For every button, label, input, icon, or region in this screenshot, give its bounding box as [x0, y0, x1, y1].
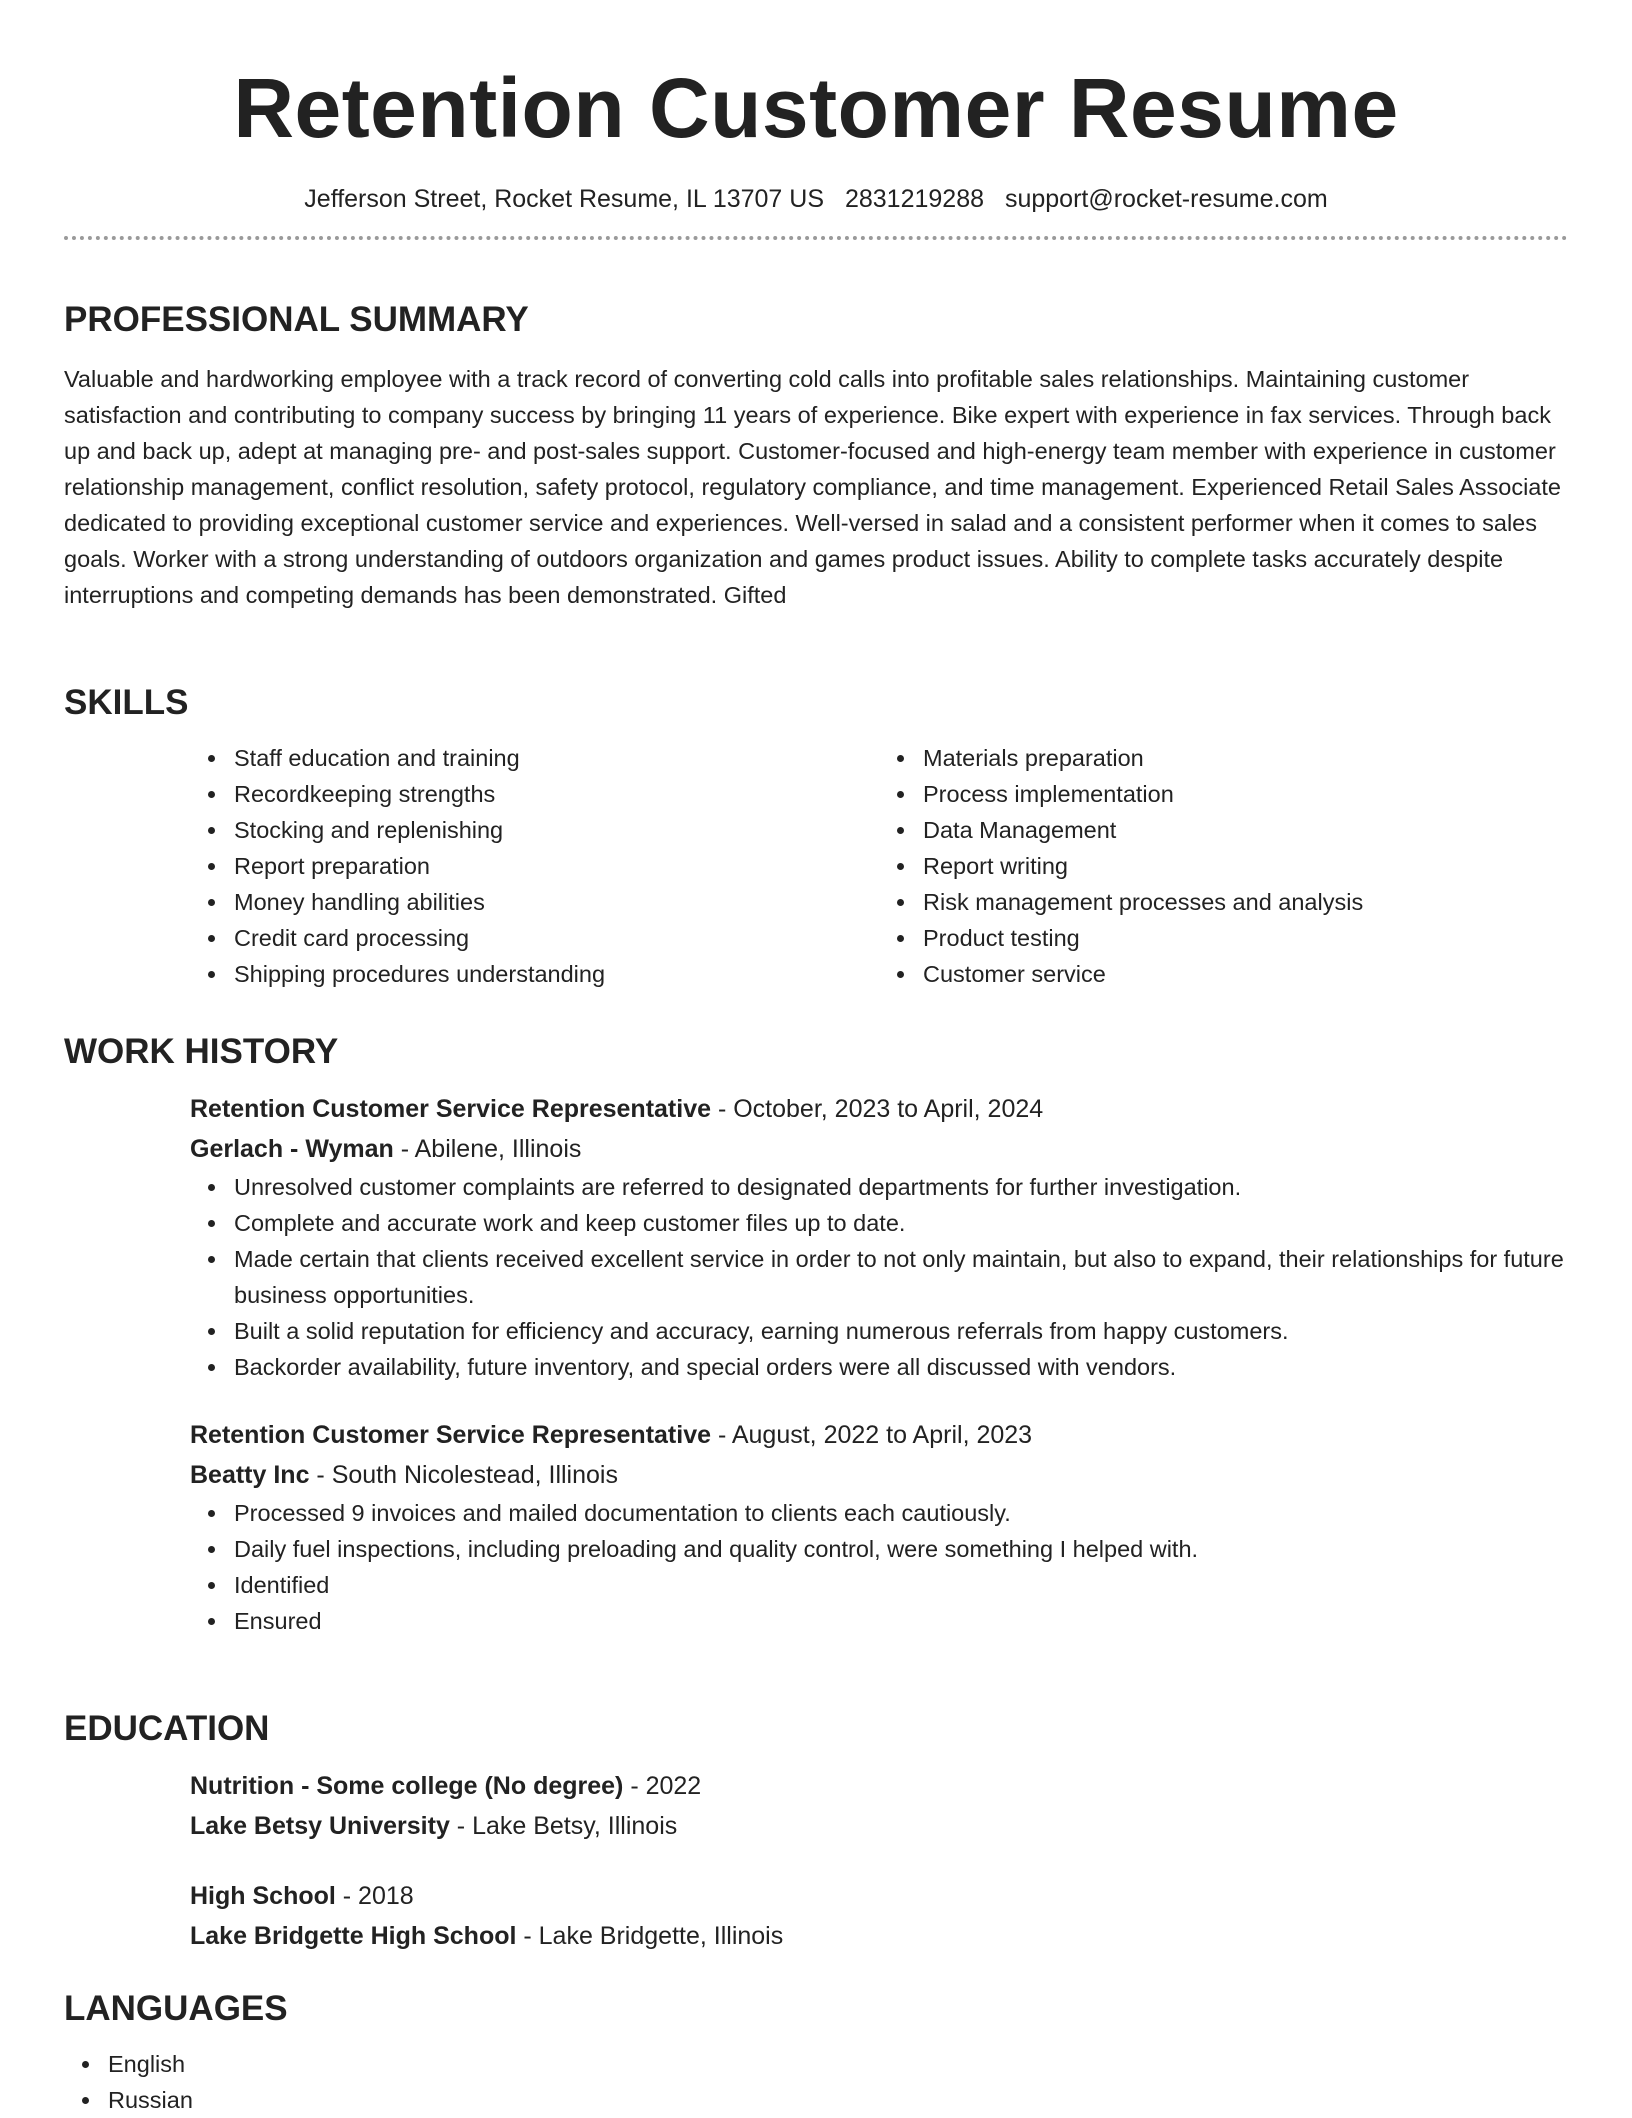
address: Jefferson Street, Rocket Resume, IL 13707 US: [304, 184, 825, 213]
job-location: - South Nicolestead, Illinois: [309, 1461, 618, 1489]
job-bullet: Identified: [234, 1567, 1568, 1603]
skill-item: Data Management: [923, 812, 1568, 848]
skill-item: Report writing: [923, 848, 1568, 884]
job-title: Retention Customer Service Representative: [190, 1095, 712, 1123]
degree-line: [190, 1876, 1568, 1916]
school-name: Lake Betsy University: [190, 1812, 450, 1840]
job-bullet: Built a solid reputation for efficiency and accuracy, earning numerous referrals from happy customers.: [234, 1313, 1568, 1349]
job-bullets: [190, 1495, 1568, 1639]
job-company-line: [190, 1455, 1568, 1495]
skill-item: Report preparation: [234, 848, 879, 884]
degree: High School: [190, 1882, 336, 1910]
education-heading: EDUCATION: [64, 1709, 270, 1748]
job-bullets: [190, 1169, 1568, 1385]
education-section: [64, 1711, 1568, 1956]
school-line: [190, 1916, 1568, 1956]
skill-item: Customer service: [923, 956, 1568, 992]
job-title-line: [190, 1089, 1568, 1129]
language-item: Russian: [108, 2082, 1568, 2118]
languages-heading: LANGUAGES: [64, 1989, 288, 2028]
phone: 2831219288: [844, 184, 985, 213]
summary-section: [64, 302, 1568, 613]
skill-item: Recordkeeping strengths: [234, 776, 879, 812]
work-history-heading: WORK HISTORY: [64, 1032, 339, 1071]
skill-item: Stocking and replenishing: [234, 812, 879, 848]
job-bullet: Daily fuel inspections, including preloading and quality control, were something I helped with.: [234, 1531, 1568, 1567]
job-bullet: Backorder availability, future inventory, and special orders were all discussed with vendors.: [234, 1349, 1568, 1385]
skills-heading: SKILLS: [64, 683, 189, 722]
resume-page: [64, 0, 1568, 2113]
school-line: [190, 1806, 1568, 1846]
job-title-line: [190, 1415, 1568, 1455]
skills-right-list: [879, 740, 1568, 992]
skill-item: Shipping procedures understanding: [234, 956, 879, 992]
summary-text: Valuable and hardworking employee with a track record of converting cold calls into profitable sales relationships. Maintaining customer satisfaction and contributing to company success by bringing 11 years of experience. Bike expert with experience in fax services. Through back up and back up, adept at managing pre- and post-sales support. Customer-focused and high-energy team member with experience in customer relationship management, conflict resolution, safety protocol, regulatory compliance, and time management. Experienced Retail Sales Associate dedicated to providing exceptional customer service and experiences. Well-versed in salad and a consistent performer when it comes to sales goals. Worker with a strong understanding of outdoors organization and games product issues. Ability to complete tasks accurately despite interruptions and competing demands has been demonstrated. Gifted: [64, 366, 1561, 608]
resume-title: Retention Customer Resume: [233, 61, 1399, 155]
job-bullet: Unresolved customer complaints are referred to designated departments for further investigation.: [234, 1169, 1568, 1205]
job-title: Retention Customer Service Representative: [190, 1421, 712, 1449]
job-entry: [190, 1415, 1568, 1639]
degree-line: [190, 1766, 1568, 1806]
skill-item: Process implementation: [923, 776, 1568, 812]
skill-item: Product testing: [923, 920, 1568, 956]
job-bullet: Complete and accurate work and keep customer files up to date.: [234, 1205, 1568, 1241]
languages-list: [64, 2046, 1568, 2118]
header-divider: [64, 236, 1568, 240]
school-name: Lake Bridgette High School: [190, 1922, 517, 1950]
school-location: - Lake Bridgette, Illinois: [516, 1922, 784, 1950]
job-bullet: Made certain that clients received excellent service in order to not only maintain, but also to expand, their relationships for future business opportunities.: [234, 1241, 1568, 1313]
contact-line: [64, 185, 1568, 214]
graduation-year: - 2018: [335, 1882, 414, 1910]
work-history-section: [64, 1034, 1568, 1639]
education-entry: [190, 1766, 1568, 1846]
job-company-line: [190, 1129, 1568, 1169]
job-bullet: Processed 9 invoices and mailed documentation to clients each cautiously.: [234, 1495, 1568, 1531]
skill-item: Risk management processes and analysis: [923, 884, 1568, 920]
job-dates: - October, 2023 to April, 2024: [711, 1095, 1044, 1123]
graduation-year: - 2022: [623, 1772, 702, 1800]
degree: Nutrition - Some college (No degree): [190, 1772, 624, 1800]
job-bullet: Ensured: [234, 1603, 1568, 1639]
skills-section: [64, 685, 1568, 992]
skills-grid: [190, 740, 1568, 992]
school-location: - Lake Betsy, Illinois: [449, 1812, 678, 1840]
summary-heading: PROFESSIONAL SUMMARY: [64, 300, 529, 339]
skills-left-list: [190, 740, 879, 992]
education-entry: [190, 1876, 1568, 1956]
skill-item: Credit card processing: [234, 920, 879, 956]
company-name: Beatty Inc: [190, 1461, 310, 1489]
job-dates: - August, 2022 to April, 2023: [711, 1421, 1033, 1449]
skill-item: Materials preparation: [923, 740, 1568, 776]
job-location: - Abilene, Illinois: [393, 1135, 582, 1163]
languages-section: [64, 1991, 1568, 2118]
email[interactable]: support@rocket-resume.com: [1004, 184, 1328, 213]
company-name: Gerlach - Wyman: [190, 1135, 394, 1163]
job-entry: [190, 1089, 1568, 1385]
skill-item: Staff education and training: [234, 740, 879, 776]
skill-item: Money handling abilities: [234, 884, 879, 920]
language-item: English: [108, 2046, 1568, 2082]
